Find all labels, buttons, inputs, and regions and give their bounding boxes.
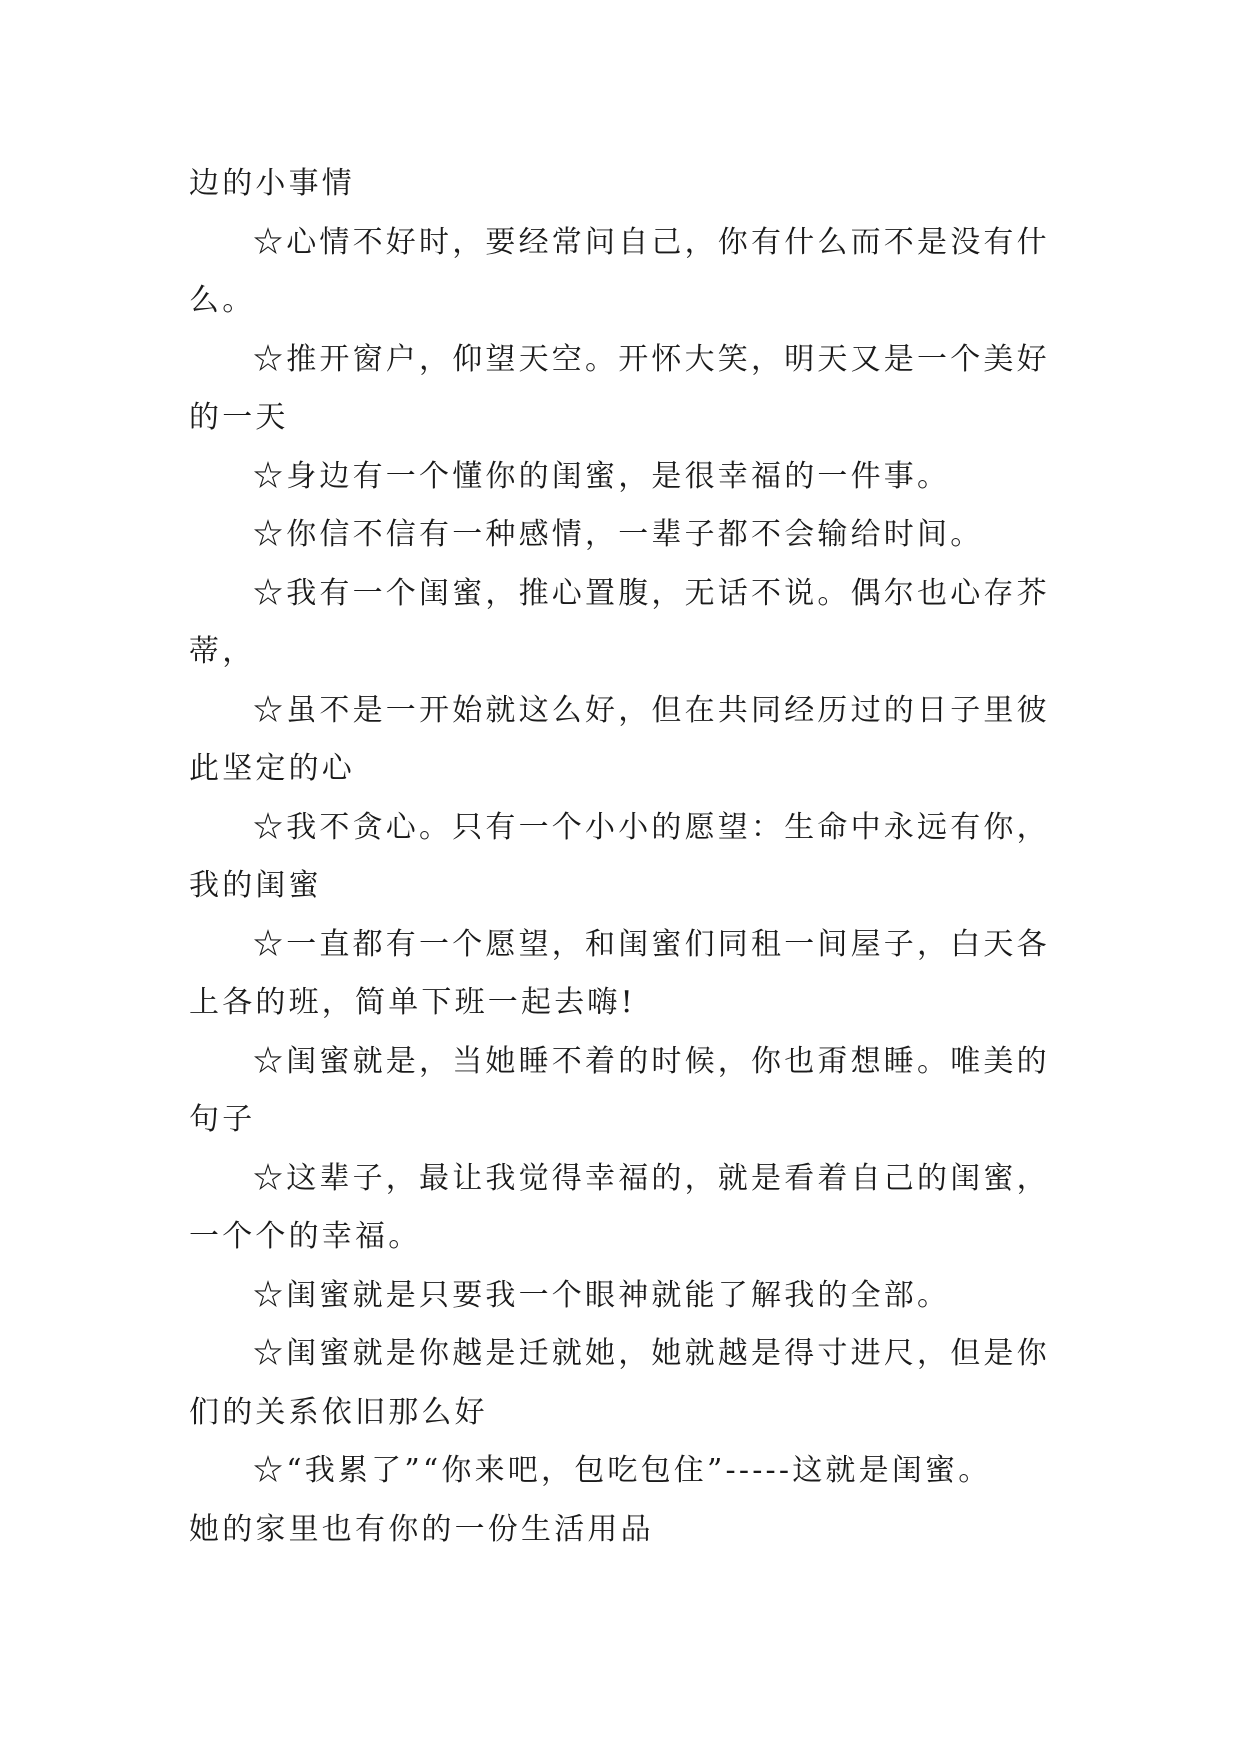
text-line: ☆“我累了”“你来吧，包吃包住”-----这就是闺蜜。 <box>253 1453 992 1488</box>
text-line: ☆一直都有一个愿望，和闺蜜们同租一间屋子，白天各 <box>253 926 1050 962</box>
text-line: 蒂， <box>189 634 256 669</box>
text-line: 上各的班，简单下班一起去嗨! <box>189 985 636 1020</box>
text-line: ☆推开窗户，仰望天空。开怀大笑，明天又是一个美好 <box>253 341 1050 377</box>
document-body <box>189 155 1059 1559</box>
text-line: ☆闺蜜就是，当她睡不着的时候，你也甭想睡。唯美的 <box>253 1043 1050 1079</box>
text-line: ☆这辈子，最让我觉得幸福的，就是看着自己的闺蜜， <box>253 1160 1050 1196</box>
text-line: ☆心情不好时，要经常问自己，你有什么而不是没有什 <box>253 224 1050 260</box>
text-line: ☆我不贪心。只有一个小小的愿望：生命中永远有你， <box>253 809 1050 845</box>
text-line: 我的闺蜜 <box>189 868 322 903</box>
text-line: ☆虽不是一开始就这么好，但在共同经历过的日子里彼 <box>253 692 1050 728</box>
text-line: 的一天 <box>189 400 289 435</box>
text-line: ☆闺蜜就是你越是迁就她，她就越是得寸进尺，但是你 <box>253 1336 1050 1371</box>
text-line: 一个个的幸福。 <box>189 1219 422 1254</box>
text-line: ☆我有一个闺蜜，推心置腹，无话不说。偶尔也心存芥 <box>253 575 1050 611</box>
text-line: 她的家里也有你的一份生活用品 <box>189 1511 654 1547</box>
text-line: ☆闺蜜就是只要我一个眼神就能了解我的全部。 <box>253 1277 951 1313</box>
text-line: 此坚定的心 <box>189 751 355 786</box>
text-line: ☆你信不信有一种感情，一辈子都不会输给时间。 <box>253 517 984 552</box>
text-line: 么。 <box>189 283 256 318</box>
text-line: ☆身边有一个懂你的闺蜜，是很幸福的一件事。 <box>253 458 951 494</box>
text-line: 们的关系依旧那么好 <box>189 1394 488 1430</box>
text-line: 边的小事情 <box>189 166 355 201</box>
text-line: 句子 <box>189 1102 256 1137</box>
